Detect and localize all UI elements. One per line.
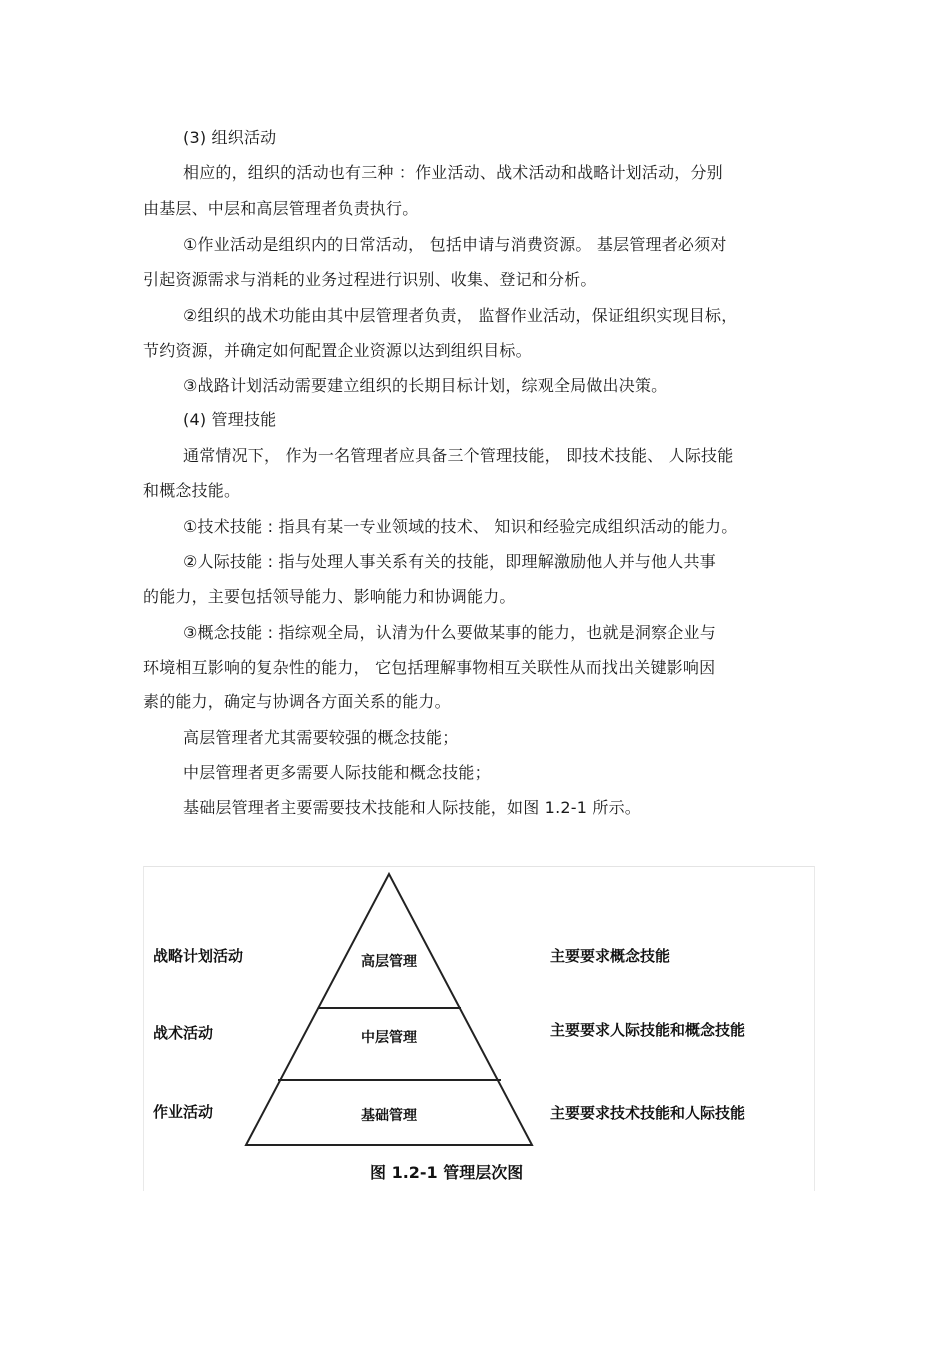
heading-management-skills: (4) 管理技能 <box>183 410 277 429</box>
paragraph-line: 相应的，组织的活动也有三种 ：作业活动、战术活动和战略计划活动，分别 <box>183 163 723 182</box>
paragraph-line: ③概念技能 : 指综观全局，认清为什么要做某事的能力，也就是洞察企业与 <box>183 623 716 642</box>
paragraph-line: 环境相互影响的复杂性的能力， 它包括理解事物相互关联性从而找出关键影响因 <box>143 658 716 677</box>
paragraph-line: 中层管理者更多需要人际技能和概念技能； <box>183 763 491 782</box>
paragraph-line: ②组织的战术功能由其中层管理者负责， 监督作业活动，保证组织实现目标， <box>183 306 738 325</box>
skill-label-middle: 主要要求人际技能和概念技能 <box>550 1021 746 1039</box>
pyramid-outline <box>246 874 532 1145</box>
skill-label-base: 主要要求技术技能和人际技能 <box>550 1104 746 1122</box>
paragraph-line: 引起资源需求与消耗的业务过程进行识别、收集、登记和分析。 <box>143 270 597 289</box>
paragraph-line: 基础层管理者主要需要技术技能和人际技能，如图 1.2-1 所示。 <box>183 798 641 817</box>
skill-label-top: 主要要求概念技能 <box>550 947 671 965</box>
paragraph-line: ①作业活动是组织内的日常活动， 包括申请与消费资源。 基层管理者必须对 <box>183 235 727 254</box>
layer-label-base: 基础管理 <box>361 1108 417 1124</box>
paragraph-line: ③战路计划活动需要建立组织的长期目标计划，综观全局做出决策。 <box>183 376 668 395</box>
paragraph-line: 高层管理者尤其需要较强的概念技能； <box>183 728 459 747</box>
paragraph-line: 的能力，主要包括领导能力、影响能力和协调能力。 <box>143 587 516 606</box>
paragraph-line: ①技术技能 : 指具有某一专业领域的技术、 知识和经验完成组织活动的能力。 <box>183 517 738 536</box>
paragraph-line: 通常情况下， 作为一名管理者应具备三个管理技能， 即技术技能、 人际技能 <box>183 446 734 465</box>
figure-caption: 图 1.2-1 管理层次图 <box>370 1163 524 1182</box>
paragraph-line: 和概念技能。 <box>143 481 241 500</box>
activity-label-operational: 作业活动 <box>153 1103 214 1121</box>
heading-organization-activities: (3) 组织活动 <box>183 128 277 147</box>
paragraph-line: 素的能力，确定与协调各方面关系的能力。 <box>143 692 451 711</box>
paragraph-line: 由基层、中层和高层管理者负责执行。 <box>143 199 419 218</box>
layer-label-middle: 中层管理 <box>361 1030 417 1046</box>
paragraph-line: ②人际技能 : 指与处理人事关系有关的技能，即理解激励他人并与他人共事 <box>183 552 716 571</box>
paragraph-line: 节约资源，并确定如何配置企业资源以达到组织目标。 <box>143 341 532 360</box>
activity-label-tactical: 战术活动 <box>153 1024 214 1042</box>
layer-label-top: 高层管理 <box>361 954 417 970</box>
activity-label-strategic: 战略计划活动 <box>153 947 244 965</box>
management-hierarchy-figure <box>143 866 815 1191</box>
